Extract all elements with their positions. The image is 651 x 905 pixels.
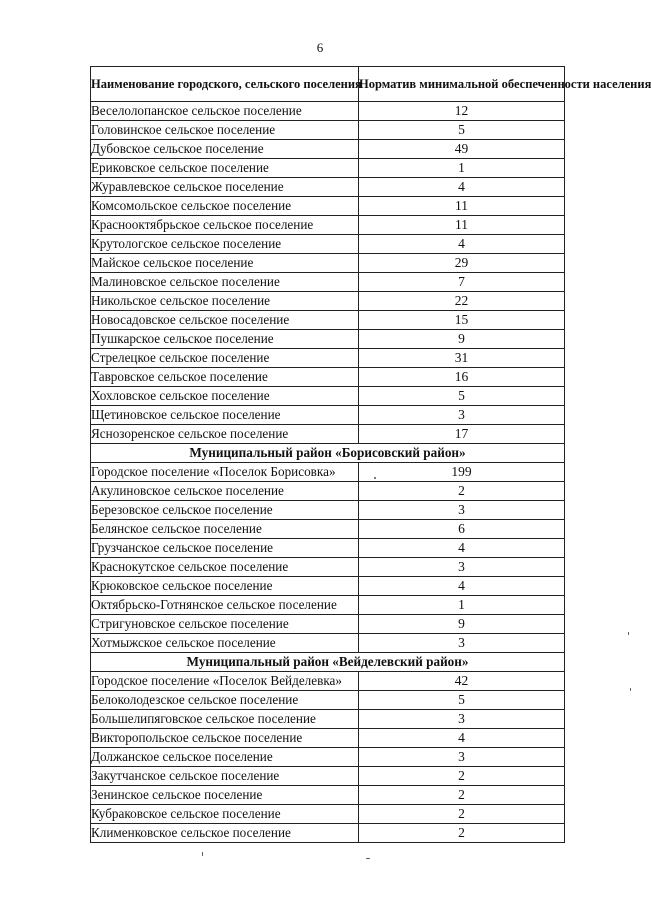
table-row [91, 672, 565, 691]
norm-value: 15 [359, 311, 565, 330]
table-row [91, 387, 565, 406]
settlement-name: Дубовское сельское поселение [91, 140, 359, 159]
norms-table [90, 66, 651, 843]
table-row [91, 805, 565, 824]
norm-value: 1 [359, 159, 565, 178]
settlement-name: Никольское сельское поселение [91, 292, 359, 311]
table-row [91, 767, 565, 786]
norm-value: 3 [359, 748, 565, 767]
norm-value: 199 [359, 463, 565, 482]
header-row [91, 67, 565, 102]
norm-value: 16 [359, 368, 565, 387]
settlement-name: Викторопольское сельское поселение [91, 729, 359, 748]
table-row [91, 216, 565, 235]
settlement-name: Майское сельское поселение [91, 254, 359, 273]
settlement-name: Стрелецкое сельское поселение [91, 349, 359, 368]
settlement-name: Краснооктябрьское сельское поселение [91, 216, 359, 235]
table-body [91, 102, 565, 843]
norm-value: 5 [359, 691, 565, 710]
table-row [91, 425, 565, 444]
norm-value: 7 [359, 273, 565, 292]
header-norm-value: Норматив минимальной обеспеченности населения [359, 67, 565, 102]
norm-value: 12 [359, 102, 565, 121]
scan-speck [374, 477, 376, 479]
table-row [91, 273, 565, 292]
norm-value: 29 [359, 254, 565, 273]
table-row [91, 482, 565, 501]
table-row [91, 786, 565, 805]
settlement-name: Кубраковское сельское поселение [91, 805, 359, 824]
table-row [91, 615, 565, 634]
scan-speck [366, 858, 370, 859]
section-row [91, 444, 565, 463]
section-row [91, 653, 565, 672]
settlement-name: Яснозоренское сельское поселение [91, 425, 359, 444]
norm-value: 11 [359, 216, 565, 235]
norm-value: 5 [359, 387, 565, 406]
settlement-name: Стригуновское сельское поселение [91, 615, 359, 634]
settlement-name: Головинское сельское поселение [91, 121, 359, 140]
norm-value: 42 [359, 672, 565, 691]
table-row [91, 558, 565, 577]
table-row [91, 691, 565, 710]
scan-speck [202, 852, 203, 856]
settlement-name: Белянское сельское поселение [91, 520, 359, 539]
table-row [91, 501, 565, 520]
norm-value: 3 [359, 710, 565, 729]
norm-value: 6 [359, 520, 565, 539]
table-row [91, 824, 565, 843]
table-row [91, 748, 565, 767]
settlement-name: Зенинское сельское поселение [91, 786, 359, 805]
settlement-name: Октябрьско-Готнянское сельское поселение [91, 596, 359, 615]
settlement-name: Журавлевское сельское поселение [91, 178, 359, 197]
norm-value: 9 [359, 330, 565, 349]
table-row [91, 710, 565, 729]
table-row [91, 330, 565, 349]
section-title: Муниципальный район «Борисовский район» [91, 444, 565, 463]
header-settlement-name: Наименование городского, сельского поселения [91, 67, 359, 102]
norm-value: 3 [359, 558, 565, 577]
norm-value: 4 [359, 539, 565, 558]
section-title: Муниципальный район «Вейделевский район» [91, 653, 565, 672]
settlement-name: Комсомольское сельское поселение [91, 197, 359, 216]
settlement-name: Акулиновское сельское поселение [91, 482, 359, 501]
scan-speck [630, 688, 631, 691]
table-row [91, 254, 565, 273]
table-row [91, 463, 565, 482]
norm-value: 4 [359, 577, 565, 596]
table-row [91, 577, 565, 596]
settlement-name: Крюковское сельское поселение [91, 577, 359, 596]
table-row [91, 539, 565, 558]
settlement-name: Клименковское сельское поселение [91, 824, 359, 843]
norm-value: 22 [359, 292, 565, 311]
norm-value: 3 [359, 501, 565, 520]
table-row [91, 159, 565, 178]
norm-value: 9 [359, 615, 565, 634]
table-row [91, 121, 565, 140]
settlement-name: Малиновское сельское поселение [91, 273, 359, 292]
settlement-name: Большелипяговское сельское поселение [91, 710, 359, 729]
settlement-name: Хохловское сельское поселение [91, 387, 359, 406]
table-row [91, 520, 565, 539]
norm-value: 17 [359, 425, 565, 444]
settlement-name: Городское поселение «Поселок Вейделевка» [91, 672, 359, 691]
settlement-name: Крутологское сельское поселение [91, 235, 359, 254]
settlement-name: Березовское сельское поселение [91, 501, 359, 520]
table-row [91, 634, 565, 653]
norm-value: 4 [359, 235, 565, 254]
settlement-name: Городское поселение «Поселок Борисовка» [91, 463, 359, 482]
norm-value: 3 [359, 406, 565, 425]
norm-value: 3 [359, 634, 565, 653]
scan-speck [628, 632, 629, 635]
table-row [91, 197, 565, 216]
table-row [91, 235, 565, 254]
table-row [91, 178, 565, 197]
settlement-name: Щетиновское сельское поселение [91, 406, 359, 425]
table-row [91, 596, 565, 615]
norm-value: 49 [359, 140, 565, 159]
table-row [91, 406, 565, 425]
norm-value: 31 [359, 349, 565, 368]
norm-value: 2 [359, 805, 565, 824]
settlement-name: Ериковское сельское поселение [91, 159, 359, 178]
settlement-name: Тавровское сельское поселение [91, 368, 359, 387]
norm-value: 2 [359, 824, 565, 843]
settlement-name: Белоколодезское сельское поселение [91, 691, 359, 710]
settlement-name: Краснокутское сельское поселение [91, 558, 359, 577]
table-header [91, 67, 651, 102]
table-row [91, 292, 565, 311]
table-row [91, 349, 565, 368]
settlement-name: Веселолопанское сельское поселение [91, 102, 359, 121]
table-row [91, 368, 565, 387]
table-row [91, 729, 565, 748]
norm-value: 2 [359, 767, 565, 786]
norm-value: 11 [359, 197, 565, 216]
settlement-name: Хотмыжское сельское поселение [91, 634, 359, 653]
settlement-name: Новосадовское сельское поселение [91, 311, 359, 330]
norm-value: 1 [359, 596, 565, 615]
table-row [91, 140, 565, 159]
norm-value: 4 [359, 729, 565, 748]
page-number: 6 [316, 40, 324, 55]
norm-value: 5 [359, 121, 565, 140]
norm-value: 2 [359, 786, 565, 805]
settlement-name: Пушкарское сельское поселение [91, 330, 359, 349]
norm-value: 4 [359, 178, 565, 197]
settlement-name: Грузчанское сельское поселение [91, 539, 359, 558]
norm-value: 2 [359, 482, 565, 501]
table-row [91, 102, 565, 121]
settlement-name: Закутчанское сельское поселение [91, 767, 359, 786]
settlement-name: Должанское сельское поселение [91, 748, 359, 767]
table-row [91, 311, 565, 330]
